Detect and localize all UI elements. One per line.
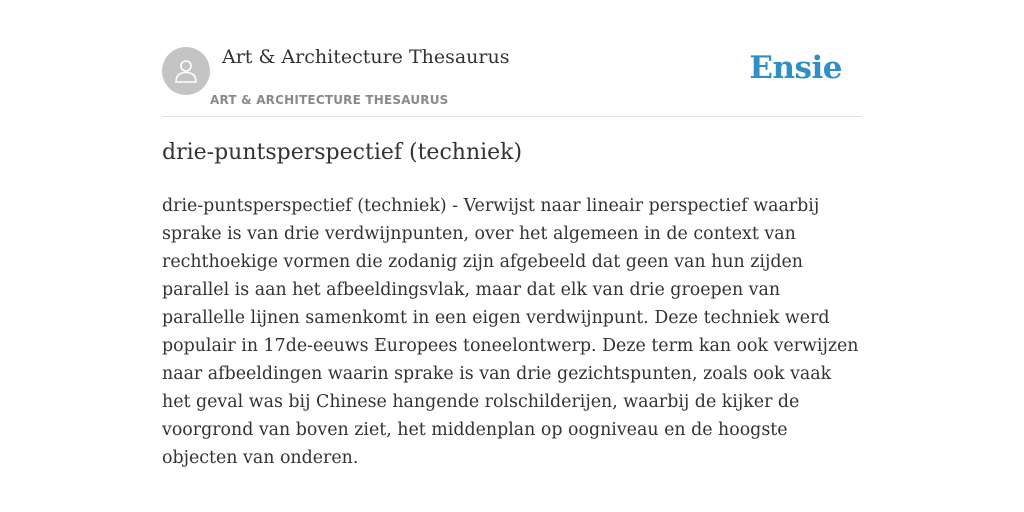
- source-subtitle[interactable]: ART & ARCHITECTURE THESAURUS: [210, 93, 449, 107]
- definition-card: [162, 0, 862, 468]
- card-header: [162, 0, 862, 117]
- entry-body: drie-puntsperspectief (techniek) - Verwijst naar lineair perspectief waarbij sprake is van drie verdwijnpunten, over het algemeen in de context van rechthoekige vormen die zodanig zijn afgebeeld dat geen van hun zijden parallel is aan het afbeeldingsvlak, maar dat elk van drie groepen van parallelle lijnen samenkomt in een eigen verdwijnpunt. Deze techniek werd populair in 17de-eeuws Europees toneelontwerp. Deze term kan ook verwijzen naar afbeeldingen waarin sprake is van drie gezichtspunten, zoals ook vaak het geval was bij Chinese hangende rolschilderijen, waarbij de kijker de voorgrond van boven ziet, het middenplan op oogniveau en de hoogste objecten van onderen.: [162, 196, 859, 468]
- entry-title: drie-puntsperspectief (techniek): [162, 140, 523, 165]
- avatar[interactable]: [162, 47, 210, 95]
- brand-logo[interactable]: Ensie: [749, 50, 842, 86]
- source-title[interactable]: Art & Architecture Thesaurus: [222, 46, 510, 68]
- user-icon: [172, 57, 200, 85]
